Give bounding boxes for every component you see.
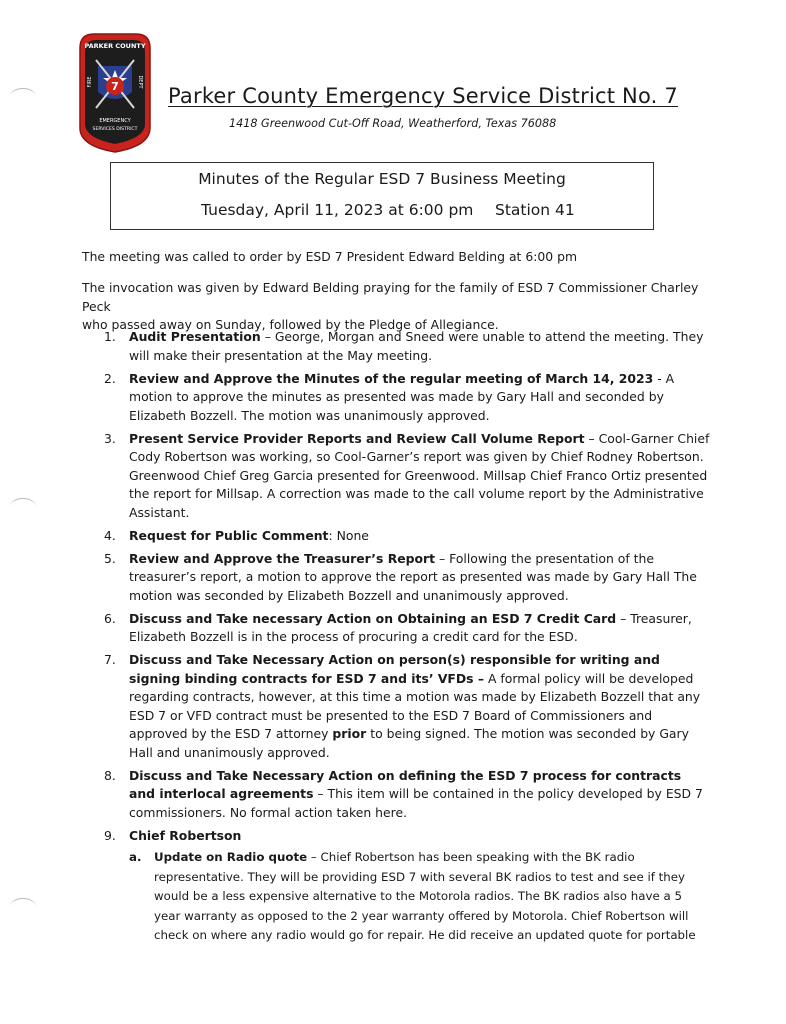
scan-mark — [10, 88, 36, 105]
sub-item-heading: Update on Radio quote — [154, 850, 308, 864]
agenda-item — [82, 328, 710, 365]
sub-item-text: – Chief Robertson has been speaking with the BK radio representative. They will be providing ESD 7 with several BK radios to test and see if they would be a less expensive alternative to the Motorola radios. The BK radios also have a 5 year warranty as opposed to the 2 year warranty offered by Motorola. Chief Robertson will check on where any radio would go for repair. He did receive an updated quote for portable — [154, 850, 696, 942]
sub-item-letter: a. — [129, 850, 142, 864]
item-text: - A motion to approve the minutes as presented was made by Gary Hall and seconded by Elizabeth Bozzell. The motion was unanimously approved. — [129, 370, 675, 423]
logo-bottom-text-2: SERVICES DISTRICT — [92, 127, 138, 132]
org-title: Parker County Emergency Service District No. 7 — [168, 84, 678, 108]
agenda-item — [82, 527, 710, 546]
meeting-location: Station 41 — [495, 201, 575, 219]
item-number: 9. — [104, 827, 116, 843]
agenda-item — [82, 430, 710, 523]
call-to-order: The meeting was called to order by ESD 7 President Edward Belding at 6:00 pm — [82, 249, 578, 264]
item-text: – Following the presentation of the treasurer’s report, a motion to approve the report as presented was made by Gary Hall The motion was seconded by Elizabeth Bozzell and unanimously approved. — [129, 550, 697, 603]
item-text: A formal policy will be developed regarding contracts, however, at this time a motion was made by Elizabeth Bozzell that any ESD 7 or VFD contract must be presented to the ESD 7 Board of Commissioners and approved by the ESD 7 attorney — [129, 670, 701, 741]
invocation-line-1: The invocation was given by Edward Belding praying for the family of ESD 7 Commissioner Charley Peck — [82, 280, 699, 314]
agenda-list — [82, 328, 710, 950]
item-text: – This item will be contained in the policy developed by ESD 7 commissioners. No formal action taken here. — [129, 786, 703, 820]
item-text: – George, Morgan and Sneed were unable to attend the meeting. They will make their presentation at the May meeting. — [129, 329, 704, 363]
item-heading: Review and Approve the Treasurer’s Report — [129, 550, 436, 566]
scan-mark — [10, 498, 36, 515]
esd-logo — [76, 30, 154, 154]
item-number: 5. — [104, 550, 116, 566]
item-heading: Request for Public Comment — [129, 527, 329, 543]
meeting-date: Tuesday, April 11, 2023 at 6:00 pm — [201, 201, 474, 219]
item-number: 7. — [104, 652, 116, 667]
invocation-line-2: who passed away on Sunday, followed by the Pledge of Allegiance. — [82, 317, 499, 332]
item-number: 8. — [104, 767, 116, 783]
invocation-paragraph — [82, 279, 710, 335]
item-number: 2. — [104, 370, 116, 386]
meeting-title-box — [110, 162, 654, 230]
meeting-title: Minutes of the Regular ESD 7 Business Meeting — [198, 170, 566, 188]
sub-item — [129, 848, 710, 946]
org-address: 1418 Greenwood Cut-Off Road, Weatherford, Texas 76088 — [229, 117, 557, 130]
logo-center-text: 7 — [111, 80, 119, 93]
logo-bottom-text: EMERGENCY — [99, 118, 131, 124]
item-heading: Discuss and Take necessary Action on Obtaining an ESD 7 Credit Card — [129, 610, 617, 626]
logo-right-text: DEPT — [137, 75, 143, 89]
item-text-after: to being signed. The motion was seconded by Gary Hall and unanimously approved. — [129, 726, 689, 760]
item-number: 4. — [104, 527, 116, 543]
agenda-item — [82, 610, 710, 647]
item-heading: Chief Robertson — [129, 827, 242, 843]
item-text: – Cool-Garner Chief Cody Robertson was working, so Cool-Garner’s report was given by Chief Rodney Robertson. Greenwood Chief Greg Garcia presented for Greenwood. Millsap Chief Franco Ortiz presented the report for Millsap. A correction was made to the call volume report by the Administrative Assistant. — [129, 430, 710, 520]
agenda-item — [82, 550, 710, 606]
item-text: : None — [328, 527, 369, 543]
agenda-item — [82, 651, 710, 762]
item-heading: Discuss and Take Necessary Action on defining the ESD 7 process for contracts and interlocal agreements — [129, 767, 682, 801]
item-number: 1. — [104, 329, 116, 344]
item-heading: Audit Presentation — [129, 329, 261, 344]
item-heading: Discuss and Take Necessary Action on person(s) responsible for writing and signing binding contracts for ESD 7 and its’ VFDs – — [129, 652, 660, 686]
logo-top-text: PARKER COUNTY — [84, 42, 146, 50]
agenda-item — [82, 370, 710, 426]
agenda-item — [82, 827, 710, 946]
item-heading: Review and Approve the Minutes of the regular meeting of March 14, 2023 — [129, 370, 654, 386]
logo-left-text: FIRE — [87, 76, 93, 88]
item-text: – Treasurer, Elizabeth Bozzell is in the process of procuring a credit card for the ESD. — [129, 610, 692, 644]
item-number: 3. — [104, 430, 116, 446]
scan-mark — [10, 898, 36, 915]
agenda-item — [82, 767, 710, 823]
item-emphasis: prior — [332, 726, 367, 741]
item-number: 6. — [104, 610, 116, 626]
item-heading: Present Service Provider Reports and Review Call Volume Report — [129, 430, 585, 446]
